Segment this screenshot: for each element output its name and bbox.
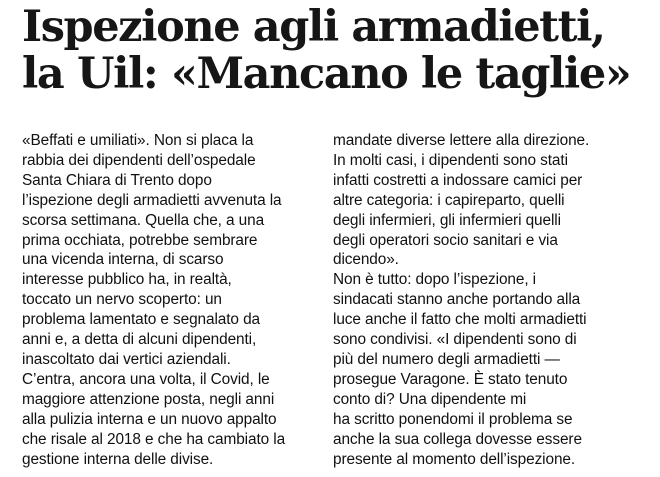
- article-column-right: [333, 131, 655, 469]
- text-line: conto di? Una dipendente mi: [333, 390, 527, 408]
- text-line: maggiore attenzione posta, negli anni: [22, 390, 275, 408]
- text-line: Santa Chiara di Trento dopo: [22, 171, 212, 189]
- text-line: In molti casi, i dipendenti sono stati: [333, 151, 568, 169]
- text-line: toccato un nervo scoperto: un: [22, 291, 222, 309]
- text-line: presente al momento dell’ispezione.: [333, 450, 576, 468]
- text-line: Non è tutto: dopo l’ispezione, i: [333, 271, 536, 289]
- text-line: alla pulizia interna e un nuovo appalto: [22, 410, 277, 428]
- text-line: una vicenda interna, di scarso: [22, 251, 224, 269]
- text-line: più del numero degli armadietti —: [333, 350, 560, 368]
- headline-line-2: la Uil: «Mancano le taglie»: [22, 49, 631, 99]
- text-line: gestione interna delle divise.: [22, 450, 214, 468]
- text-line: anni e, a detta di alcuni dipendenti,: [22, 331, 257, 349]
- text-line: C’entra, ancora una volta, il Covid, le: [22, 370, 270, 388]
- text-line: degli operatori socio sanitari e via: [333, 231, 558, 249]
- text-line: sono condivisi. «I dipendenti sono di: [333, 331, 577, 349]
- text-line: problema lamentato e segnalato da: [22, 311, 260, 329]
- text-line: inascoltato dai vertici aziendali.: [22, 350, 231, 368]
- text-line: prima occhiata, potrebbe sembrare: [22, 231, 258, 249]
- text-line: «Beffati e umiliati». Non si placa la: [22, 132, 254, 149]
- text-line: luce anche il fatto che molti armadietti: [333, 311, 587, 329]
- article-headline: [22, 4, 652, 98]
- text-line: mandate diverse lettere alla direzione.: [333, 132, 590, 149]
- text-line: scorsa settimana. Quella che, a una: [22, 211, 265, 229]
- text-line: sindacati stanno anche portando alla: [333, 291, 581, 309]
- headline-line-1: Ispezione agli armadietti,: [22, 2, 605, 52]
- text-line: prosegue Varagone. È stato tenuto: [333, 370, 568, 388]
- text-line: ha scritto ponendomi il problema se: [333, 410, 573, 428]
- text-line: altre categoria: i capireparto, quelli: [333, 191, 565, 209]
- text-line: interesse pubblico ha, in realtà,: [22, 271, 232, 289]
- text-line: l’ispezione degli armadietti avvenuta la: [22, 191, 282, 209]
- text-line: rabbia dei dipendenti dell’ospedale: [22, 151, 256, 169]
- text-line: infatti costretti a indossare camici per: [333, 171, 583, 189]
- text-line: degli infermieri, gli infermieri quelli: [333, 211, 561, 229]
- text-line: anche la sua collega dovesse essere: [333, 430, 582, 448]
- text-line: che risale al 2018 e che ha cambiato la: [22, 430, 286, 448]
- article-column-left: [22, 131, 322, 469]
- text-line: dicendo».: [333, 251, 399, 269]
